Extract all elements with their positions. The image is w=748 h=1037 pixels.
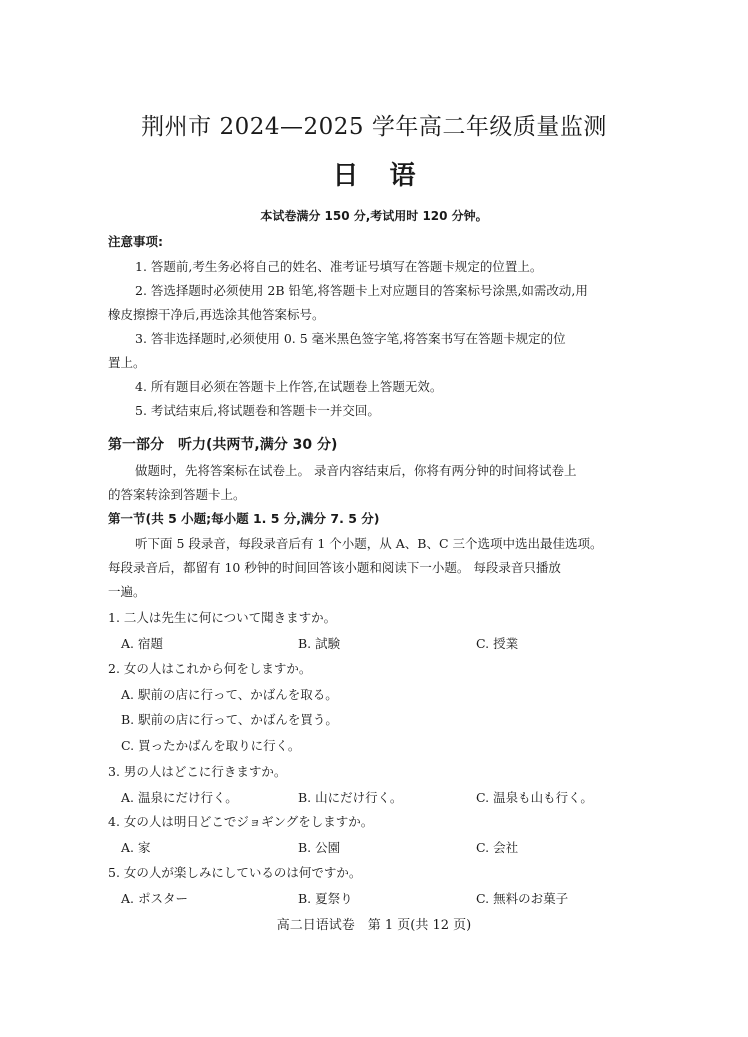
option-c: C. 無料のお菓子 bbox=[476, 891, 569, 906]
option-c: C. 買ったかばんを取りに行く。 bbox=[121, 738, 301, 753]
exam-title: 荆州市 2024—2025 学年高二年级质量监测 bbox=[141, 114, 607, 140]
page-footer: 高二日语试卷 第 1 页(共 12 页) bbox=[276, 918, 472, 933]
part1-heading: 第一部分 听力(共两节,满分 30 分) bbox=[108, 437, 338, 453]
option-a: A. 家 bbox=[121, 840, 151, 855]
option-b: B. 山にだけ行く。 bbox=[298, 790, 403, 805]
option-c: C. 会社 bbox=[476, 840, 519, 855]
section1-intro: 一遍。 bbox=[108, 584, 146, 599]
score-note: 本试卷满分 150 分,考试用时 120 分钟。 bbox=[260, 209, 488, 223]
note-item: 置上。 bbox=[108, 355, 146, 370]
question-text: 4. 女の人は明日どこでジョギングをしますか。 bbox=[108, 814, 374, 829]
question-text: 3. 男の人はどこに行きますか。 bbox=[108, 764, 287, 779]
option-a: A. 宿題 bbox=[121, 636, 163, 651]
section1-intro: 听下面 5 段录音，每段录音后有 1 个小题，从 A、B、C 三个选项中选出最佳选项。 bbox=[135, 536, 603, 551]
option-b: B. 公園 bbox=[298, 840, 341, 855]
option-a: A. ポスター bbox=[121, 891, 188, 906]
section1-heading: 第一节(共 5 小题;每小题 1. 5 分,满分 7. 5 分) bbox=[108, 511, 380, 526]
option-c: C. 温泉も山も行く。 bbox=[476, 790, 593, 805]
note-item: 橡皮擦擦干净后,再选涂其他答案标号。 bbox=[108, 307, 325, 322]
note-item: 2. 答选择题时必须使用 2B 铅笔,将答题卡上对应题目的答案标号涂黑,如需改动,用 bbox=[135, 283, 588, 298]
question-text: 2. 女の人はこれから何をしますか。 bbox=[108, 661, 312, 676]
part1-intro: 做题时，先将答案标在试卷上。 录音内容结束后，你将有两分钟的时间将试卷上 bbox=[135, 463, 577, 478]
question-text: 1. 二人は先生に何について聞きますか。 bbox=[108, 610, 337, 625]
subject-title: 日 语 bbox=[332, 161, 416, 191]
option-b: B. 夏祭り bbox=[298, 891, 353, 906]
option-b: B. 試験 bbox=[298, 636, 341, 651]
notes-heading: 注意事项: bbox=[108, 234, 163, 249]
part1-intro: 的答案转涂到答题卡上。 bbox=[108, 487, 246, 502]
option-c: C. 授業 bbox=[476, 636, 519, 651]
option-a: A. 温泉にだけ行く。 bbox=[121, 790, 238, 805]
question-text: 5. 女の人が楽しみにしているのは何ですか。 bbox=[108, 865, 362, 880]
note-item: 4. 所有题目必须在答题卡上作答,在试题卷上答题无效。 bbox=[135, 379, 443, 394]
note-item: 5. 考试结束后,将试题卷和答题卡一并交回。 bbox=[135, 403, 380, 418]
option-a: A. 駅前の店に行って、かばんを取る。 bbox=[121, 687, 338, 702]
note-item: 1. 答题前,考生务必将自己的姓名、准考证号填写在答题卡规定的位置上。 bbox=[135, 259, 543, 274]
section1-intro: 每段录音后，都留有 10 秒钟的时间回答该小题和阅读下一小题。 每段录音只播放 bbox=[108, 560, 561, 575]
note-item: 3. 答非选择题时,必须使用 0. 5 毫米黑色签字笔,将答案书写在答题卡规定的位 bbox=[135, 331, 566, 346]
option-b: B. 駅前の店に行って、かばんを買う。 bbox=[121, 712, 338, 727]
